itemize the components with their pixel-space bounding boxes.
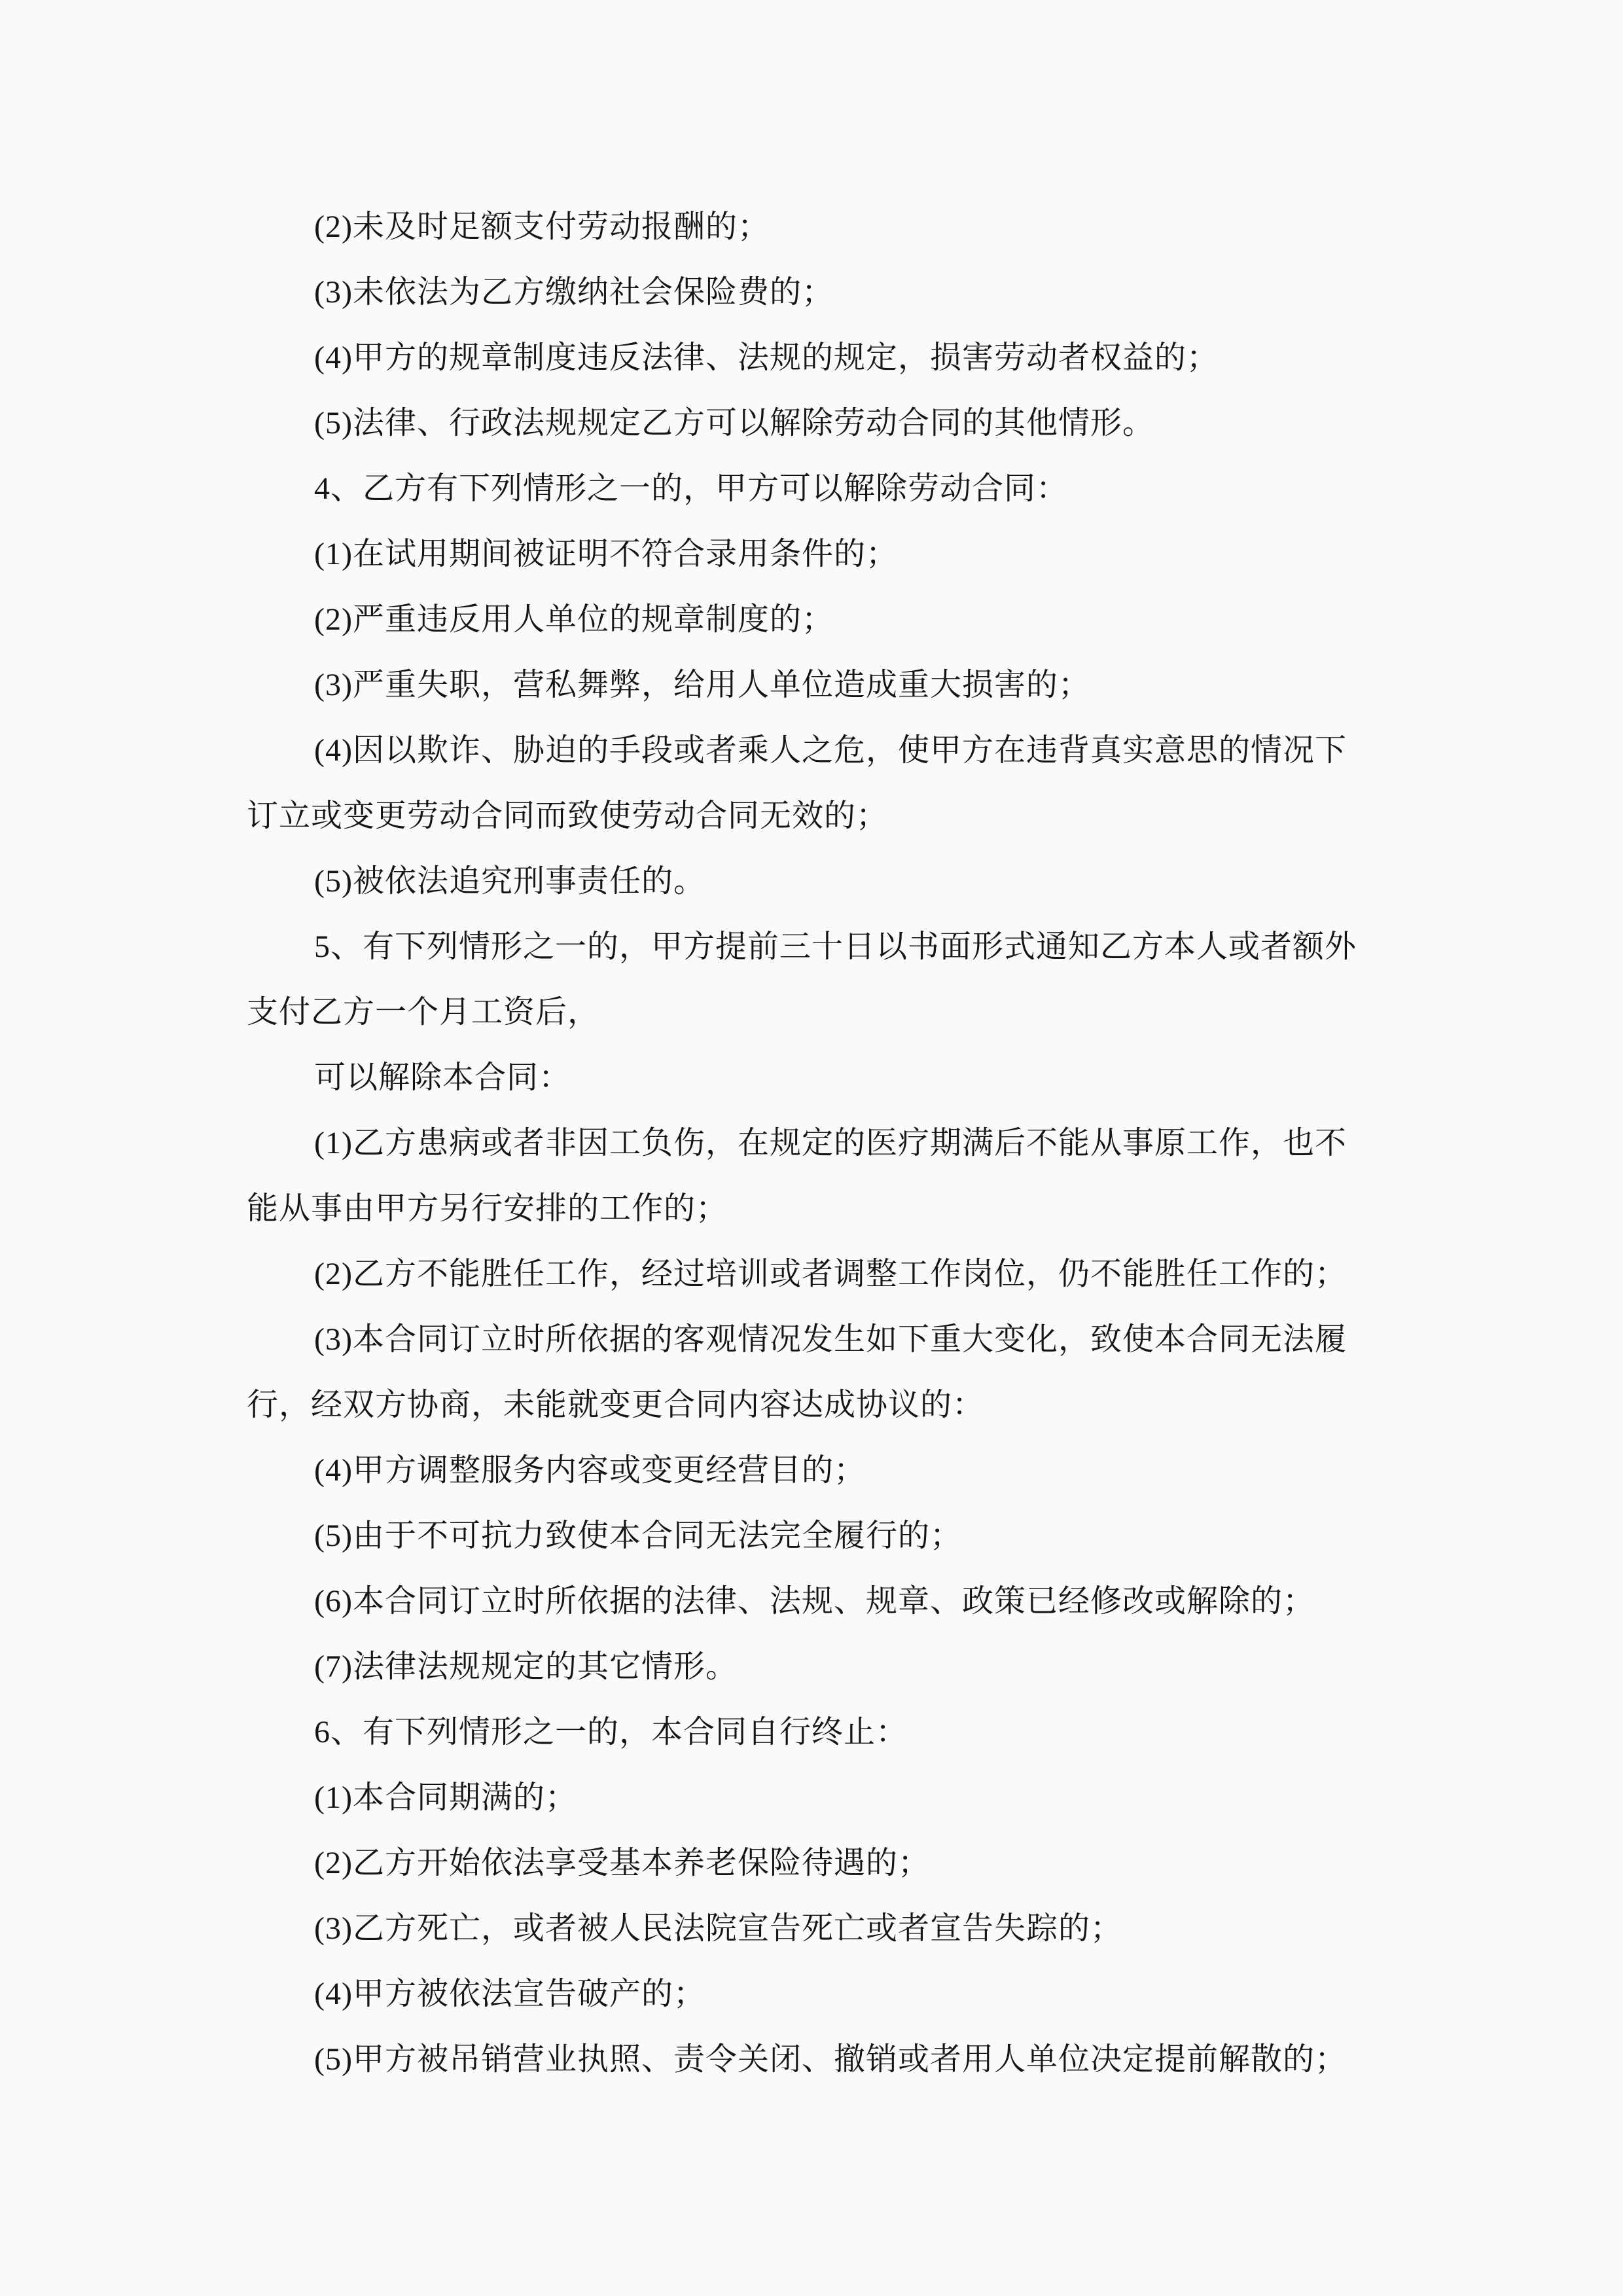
text-line: (2)严重违反用人单位的规章制度的； [314,602,834,637]
text-line: (5)由于不可抗力致使本合同无法完全履行的； [314,1518,962,1553]
text-line: (4)甲方调整服务内容或变更经营目的； [314,1453,866,1488]
text-line: (1)在试用期间被证明不符合录用条件的； [314,537,898,571]
text-line: 5、有下列情形之一的，甲方提前三十日以书面形式通知乙方本人或者额外 [314,929,1357,964]
text-line: (5)被依法追究刑事责任的。 [314,864,705,899]
text-line: (4)因以欺诈、胁迫的手段或者乘人之危，使甲方在违背真实意思的情况下 [314,733,1347,768]
text-line: (7)法律法规规定的其它情形。 [314,1649,738,1684]
text-line: (1)乙方患病或者非因工负伤，在规定的医疗期满后不能从事原工作，也不 [314,1126,1347,1160]
text-line: (6)本合同订立时所依据的法律、法规、规章、政策已经修改或解除的； [314,1584,1315,1619]
text-line: (3)乙方死亡，或者被人民法院宣告死亡或者宣告失踪的； [314,1911,1122,1946]
text-line: (3)本合同订立时所依据的客观情况发生如下重大变化，致使本合同无法履 [314,1322,1347,1357]
text-line: 能从事由甲方另行安排的工作的； [247,1191,728,1226]
text-line: (2)未及时足额支付劳动报酬的； [314,209,770,244]
text-line: (2)乙方开始依法享受基本养老保险待遇的； [314,1846,930,1880]
text-line: (3)未依法为乙方缴纳社会保险费的； [314,275,834,310]
text-line: 4、乙方有下列情形之一的，甲方可以解除劳动合同： [314,471,1069,506]
text-line: (4)甲方的规章制度违反法律、法规的规定，损害劳动者权益的； [314,340,1219,375]
text-line: 订立或变更劳动合同而致使劳动合同无效的； [247,798,889,833]
text-line: (4)甲方被依法宣告破产的； [314,1977,705,2011]
text-line: 可以解除本合同： [314,1060,571,1095]
document-body [247,194,1412,2092]
text-line: 行，经双方协商，未能就变更合同内容达成协议的： [247,1388,985,1422]
text-line: (2)乙方不能胜任工作，经过培训或者调整工作岗位，仍不能胜任工作的； [314,1257,1347,1291]
text-line: (5)法律、行政法规规定乙方可以解除劳动合同的其他情形。 [314,406,1154,440]
text-line: (1)本合同期满的； [314,1780,577,1815]
text-line: 6、有下列情形之一的，本合同自行终止： [314,1715,908,1749]
text-line: (5)甲方被吊销营业执照、责令关闭、撤销或者用人单位决定提前解散的； [314,2042,1347,2077]
text-line: 支付乙方一个月工资后， [247,995,600,1030]
text-line: (3)严重失职，营私舞弊，给用人单位造成重大损害的； [314,668,1090,702]
